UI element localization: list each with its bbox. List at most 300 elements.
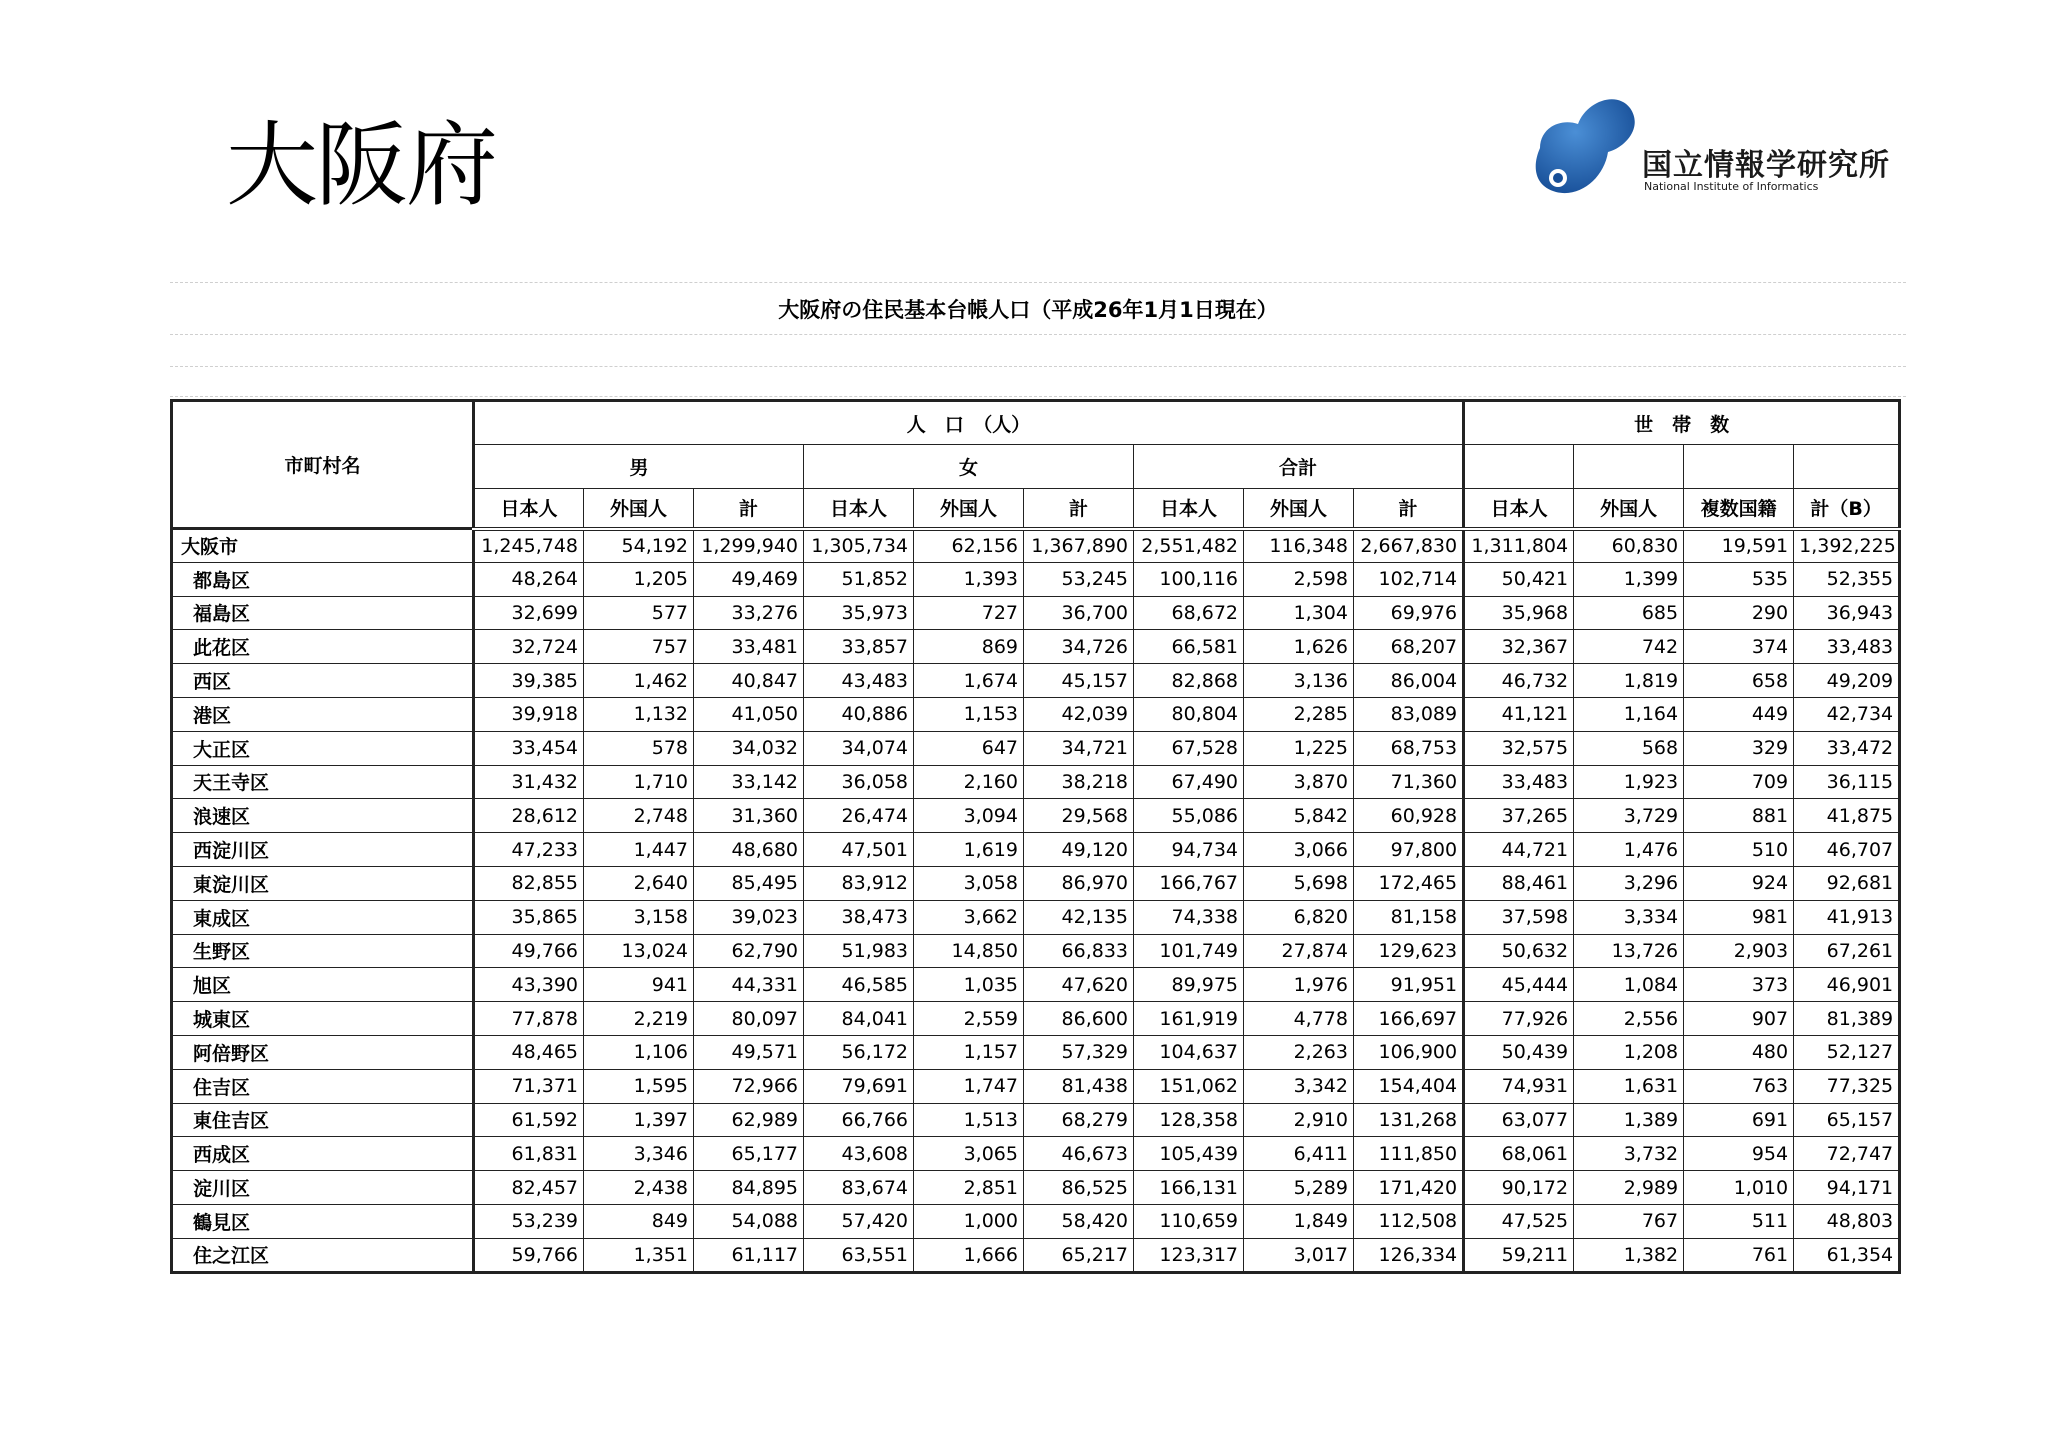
value-cell: 154,404 — [1354, 1069, 1464, 1103]
value-cell: 62,790 — [694, 934, 804, 968]
value-cell: 66,581 — [1134, 630, 1244, 664]
value-cell: 44,331 — [694, 968, 804, 1002]
value-cell: 151,062 — [1134, 1069, 1244, 1103]
table-row — [172, 833, 1900, 867]
value-cell: 14,850 — [914, 934, 1024, 968]
value-cell: 3,066 — [1244, 833, 1354, 867]
value-cell: 5,289 — [1244, 1171, 1354, 1205]
value-cell: 33,142 — [694, 765, 804, 799]
population-table — [170, 399, 1901, 1274]
header-female: 女 — [804, 445, 1134, 489]
value-cell: 3,662 — [914, 900, 1024, 934]
value-cell: 1,849 — [1244, 1204, 1354, 1238]
value-cell: 761 — [1684, 1238, 1794, 1272]
value-cell: 90,172 — [1464, 1171, 1574, 1205]
value-cell: 116,348 — [1244, 529, 1354, 563]
value-cell: 126,334 — [1354, 1238, 1464, 1272]
value-cell: 61,117 — [694, 1238, 804, 1272]
value-cell: 941 — [584, 968, 694, 1002]
table-row — [172, 900, 1900, 934]
value-cell: 1,447 — [584, 833, 694, 867]
value-cell: 3,342 — [1244, 1069, 1354, 1103]
value-cell: 69,976 — [1354, 596, 1464, 630]
value-cell: 34,726 — [1024, 630, 1134, 664]
header-hh-sum-b: 計（B） — [1794, 489, 1900, 529]
value-cell: 166,131 — [1134, 1171, 1244, 1205]
value-cell: 742 — [1574, 630, 1684, 664]
value-cell: 1,010 — [1684, 1171, 1794, 1205]
value-cell: 40,847 — [694, 664, 804, 698]
value-cell: 79,691 — [804, 1069, 914, 1103]
value-cell: 83,674 — [804, 1171, 914, 1205]
value-cell: 171,420 — [1354, 1171, 1464, 1205]
value-cell: 28,612 — [474, 799, 584, 833]
header-female-foreign: 外国人 — [914, 489, 1024, 529]
value-cell: 881 — [1684, 799, 1794, 833]
header-households: 世 帯 数 — [1464, 401, 1900, 445]
value-cell: 49,571 — [694, 1035, 804, 1069]
table-row — [172, 596, 1900, 630]
value-cell: 38,473 — [804, 900, 914, 934]
value-cell: 3,346 — [584, 1137, 694, 1171]
value-cell: 1,476 — [1574, 833, 1684, 867]
value-cell: 47,233 — [474, 833, 584, 867]
value-cell: 33,481 — [694, 630, 804, 664]
value-cell: 32,367 — [1464, 630, 1574, 664]
value-cell: 41,121 — [1464, 697, 1574, 731]
value-cell: 48,264 — [474, 562, 584, 596]
header-total-foreign: 外国人 — [1244, 489, 1354, 529]
table-row — [172, 765, 1900, 799]
header-hh-multi: 複数国籍 — [1684, 489, 1794, 529]
value-cell: 3,732 — [1574, 1137, 1684, 1171]
value-cell: 71,360 — [1354, 765, 1464, 799]
value-cell: 97,800 — [1354, 833, 1464, 867]
value-cell: 59,766 — [474, 1238, 584, 1272]
municipality-name: 東住吉区 — [172, 1103, 474, 1137]
value-cell: 45,444 — [1464, 968, 1574, 1002]
value-cell: 81,438 — [1024, 1069, 1134, 1103]
value-cell: 2,598 — [1244, 562, 1354, 596]
value-cell: 3,136 — [1244, 664, 1354, 698]
nii-logo — [1520, 88, 1900, 208]
value-cell: 33,483 — [1794, 630, 1900, 664]
value-cell: 37,598 — [1464, 900, 1574, 934]
value-cell: 36,700 — [1024, 596, 1134, 630]
value-cell: 40,886 — [804, 697, 914, 731]
value-cell: 36,115 — [1794, 765, 1900, 799]
value-cell: 1,153 — [914, 697, 1024, 731]
header-total: 合計 — [1134, 445, 1464, 489]
value-cell: 44,721 — [1464, 833, 1574, 867]
value-cell: 480 — [1684, 1035, 1794, 1069]
value-cell: 449 — [1684, 697, 1794, 731]
table-row — [172, 664, 1900, 698]
value-cell: 2,989 — [1574, 1171, 1684, 1205]
value-cell: 82,855 — [474, 866, 584, 900]
value-cell: 535 — [1684, 562, 1794, 596]
value-cell: 77,325 — [1794, 1069, 1900, 1103]
header-hh-japanese: 日本人 — [1464, 489, 1574, 529]
table-row — [172, 1171, 1900, 1205]
value-cell: 58,420 — [1024, 1204, 1134, 1238]
header-male-japanese: 日本人 — [474, 489, 584, 529]
value-cell: 46,901 — [1794, 968, 1900, 1002]
municipality-name: 此花区 — [172, 630, 474, 664]
header-hh-foreign: 外国人 — [1574, 489, 1684, 529]
value-cell: 32,699 — [474, 596, 584, 630]
municipality-name: 住吉区 — [172, 1069, 474, 1103]
value-cell: 3,017 — [1244, 1238, 1354, 1272]
value-cell: 101,749 — [1134, 934, 1244, 968]
municipality-name: 大阪市 — [172, 529, 474, 563]
value-cell: 72,966 — [694, 1069, 804, 1103]
municipality-name: 西成区 — [172, 1137, 474, 1171]
value-cell: 72,747 — [1794, 1137, 1900, 1171]
value-cell: 33,472 — [1794, 731, 1900, 765]
value-cell: 68,672 — [1134, 596, 1244, 630]
value-cell: 42,039 — [1024, 697, 1134, 731]
value-cell: 128,358 — [1134, 1103, 1244, 1137]
municipality-name: 福島区 — [172, 596, 474, 630]
value-cell: 48,680 — [694, 833, 804, 867]
value-cell: 49,120 — [1024, 833, 1134, 867]
value-cell: 80,097 — [694, 1002, 804, 1036]
header-total-sum: 計 — [1354, 489, 1464, 529]
municipality-name: 城東区 — [172, 1002, 474, 1036]
value-cell: 1,619 — [914, 833, 1024, 867]
sheet-title: 大阪府の住民基本台帳人口（平成26年1月1日現在） — [778, 298, 1278, 322]
value-cell: 81,158 — [1354, 900, 1464, 934]
header-total-japanese: 日本人 — [1134, 489, 1244, 529]
value-cell: 74,931 — [1464, 1069, 1574, 1103]
value-cell: 83,089 — [1354, 697, 1464, 731]
value-cell: 63,551 — [804, 1238, 914, 1272]
value-cell: 1,747 — [914, 1069, 1024, 1103]
value-cell: 1,389 — [1574, 1103, 1684, 1137]
table-row — [172, 968, 1900, 1002]
value-cell: 39,023 — [694, 900, 804, 934]
value-cell: 27,874 — [1244, 934, 1354, 968]
value-cell: 51,983 — [804, 934, 914, 968]
value-cell: 1,164 — [1574, 697, 1684, 731]
value-cell: 77,878 — [474, 1002, 584, 1036]
value-cell: 709 — [1684, 765, 1794, 799]
value-cell: 50,439 — [1464, 1035, 1574, 1069]
value-cell: 41,875 — [1794, 799, 1900, 833]
value-cell: 647 — [914, 731, 1024, 765]
value-cell: 41,913 — [1794, 900, 1900, 934]
value-cell: 1,084 — [1574, 968, 1684, 1002]
value-cell: 43,390 — [474, 968, 584, 1002]
value-cell: 26,474 — [804, 799, 914, 833]
value-cell: 46,673 — [1024, 1137, 1134, 1171]
table-row — [172, 731, 1900, 765]
value-cell: 60,830 — [1574, 529, 1684, 563]
value-cell: 61,592 — [474, 1103, 584, 1137]
value-cell: 2,438 — [584, 1171, 694, 1205]
value-cell: 123,317 — [1134, 1238, 1244, 1272]
header-male-foreign: 外国人 — [584, 489, 694, 529]
municipality-name: 西区 — [172, 664, 474, 698]
value-cell: 83,912 — [804, 866, 914, 900]
header-male-sum: 計 — [694, 489, 804, 529]
value-cell: 757 — [584, 630, 694, 664]
municipality-name: 港区 — [172, 697, 474, 731]
table-row — [172, 529, 1900, 563]
value-cell: 290 — [1684, 596, 1794, 630]
value-cell: 3,729 — [1574, 799, 1684, 833]
value-cell: 3,158 — [584, 900, 694, 934]
value-cell: 1,367,890 — [1024, 529, 1134, 563]
value-cell: 3,094 — [914, 799, 1024, 833]
value-cell: 1,462 — [584, 664, 694, 698]
table-row — [172, 1204, 1900, 1238]
value-cell: 39,918 — [474, 697, 584, 731]
value-cell: 1,976 — [1244, 968, 1354, 1002]
value-cell: 2,667,830 — [1354, 529, 1464, 563]
municipality-name: 生野区 — [172, 934, 474, 968]
value-cell: 568 — [1574, 731, 1684, 765]
value-cell: 43,483 — [804, 664, 914, 698]
value-cell: 1,397 — [584, 1103, 694, 1137]
value-cell: 38,218 — [1024, 765, 1134, 799]
value-cell: 4,778 — [1244, 1002, 1354, 1036]
value-cell: 81,389 — [1794, 1002, 1900, 1036]
value-cell: 46,707 — [1794, 833, 1900, 867]
value-cell: 62,989 — [694, 1103, 804, 1137]
value-cell: 63,077 — [1464, 1103, 1574, 1137]
table-row — [172, 630, 1900, 664]
header-male: 男 — [474, 445, 804, 489]
value-cell: 34,721 — [1024, 731, 1134, 765]
header-hh-blank-1 — [1464, 445, 1574, 489]
value-cell: 51,852 — [804, 562, 914, 596]
header-hh-blank-3 — [1684, 445, 1794, 489]
value-cell: 2,219 — [584, 1002, 694, 1036]
municipality-name: 大正区 — [172, 731, 474, 765]
value-cell: 2,285 — [1244, 697, 1354, 731]
value-cell: 49,209 — [1794, 664, 1900, 698]
value-cell: 100,116 — [1134, 562, 1244, 596]
value-cell: 1,000 — [914, 1204, 1024, 1238]
value-cell: 47,525 — [1464, 1204, 1574, 1238]
value-cell: 48,465 — [474, 1035, 584, 1069]
value-cell: 2,556 — [1574, 1002, 1684, 1036]
value-cell: 2,851 — [914, 1171, 1024, 1205]
value-cell: 32,575 — [1464, 731, 1574, 765]
value-cell: 1,631 — [1574, 1069, 1684, 1103]
value-cell: 578 — [584, 731, 694, 765]
value-cell: 59,211 — [1464, 1238, 1574, 1272]
value-cell: 84,895 — [694, 1171, 804, 1205]
value-cell: 47,620 — [1024, 968, 1134, 1002]
value-cell: 55,086 — [1134, 799, 1244, 833]
value-cell: 1,595 — [584, 1069, 694, 1103]
value-cell: 129,623 — [1354, 934, 1464, 968]
value-cell: 66,766 — [804, 1103, 914, 1137]
value-cell: 68,207 — [1354, 630, 1464, 664]
value-cell: 35,968 — [1464, 596, 1574, 630]
value-cell: 49,469 — [694, 562, 804, 596]
value-cell: 65,217 — [1024, 1238, 1134, 1272]
value-cell: 577 — [584, 596, 694, 630]
value-cell: 869 — [914, 630, 1024, 664]
value-cell: 2,748 — [584, 799, 694, 833]
municipality-name: 浪速区 — [172, 799, 474, 833]
value-cell: 3,065 — [914, 1137, 1024, 1171]
municipality-name: 西淀川区 — [172, 833, 474, 867]
value-cell: 91,951 — [1354, 968, 1464, 1002]
table-row — [172, 562, 1900, 596]
value-cell: 511 — [1684, 1204, 1794, 1238]
value-cell: 1,392,225 — [1794, 529, 1900, 563]
value-cell: 2,263 — [1244, 1035, 1354, 1069]
table-row — [172, 1137, 1900, 1171]
value-cell: 86,600 — [1024, 1002, 1134, 1036]
value-cell: 41,050 — [694, 697, 804, 731]
municipality-name: 天王寺区 — [172, 765, 474, 799]
value-cell: 102,714 — [1354, 562, 1464, 596]
value-cell: 1,513 — [914, 1103, 1024, 1137]
value-cell: 1,208 — [1574, 1035, 1684, 1069]
value-cell: 1,132 — [584, 697, 694, 731]
value-cell: 89,975 — [1134, 968, 1244, 1002]
value-cell: 35,973 — [804, 596, 914, 630]
value-cell: 907 — [1684, 1002, 1794, 1036]
value-cell: 46,732 — [1464, 664, 1574, 698]
value-cell: 924 — [1684, 866, 1794, 900]
value-cell: 1,157 — [914, 1035, 1024, 1069]
value-cell: 61,354 — [1794, 1238, 1900, 1272]
value-cell: 1,399 — [1574, 562, 1684, 596]
value-cell: 6,820 — [1244, 900, 1354, 934]
value-cell: 62,156 — [914, 529, 1024, 563]
value-cell: 374 — [1684, 630, 1794, 664]
header-female-sum: 計 — [1024, 489, 1134, 529]
value-cell: 47,501 — [804, 833, 914, 867]
municipality-name: 旭区 — [172, 968, 474, 1002]
value-cell: 42,734 — [1794, 697, 1900, 731]
header-hh-blank-4 — [1794, 445, 1900, 489]
value-cell: 32,724 — [474, 630, 584, 664]
value-cell: 111,850 — [1354, 1137, 1464, 1171]
value-cell: 36,058 — [804, 765, 914, 799]
value-cell: 105,439 — [1134, 1137, 1244, 1171]
value-cell: 110,659 — [1134, 1204, 1244, 1238]
logo-name-jp: 国立情報学研究所 — [1642, 148, 1890, 183]
municipality-name: 東淀川区 — [172, 866, 474, 900]
value-cell: 2,640 — [584, 866, 694, 900]
municipality-name: 東成区 — [172, 900, 474, 934]
table-row — [172, 1103, 1900, 1137]
value-cell: 52,127 — [1794, 1035, 1900, 1069]
value-cell: 33,857 — [804, 630, 914, 664]
table-row — [172, 1035, 1900, 1069]
header-population: 人 口 （人） — [474, 401, 1464, 445]
value-cell: 1,304 — [1244, 596, 1354, 630]
value-cell: 82,868 — [1134, 664, 1244, 698]
value-cell: 658 — [1684, 664, 1794, 698]
value-cell: 106,900 — [1354, 1035, 1464, 1069]
value-cell: 1,311,804 — [1464, 529, 1574, 563]
value-cell: 34,032 — [694, 731, 804, 765]
value-cell: 92,681 — [1794, 866, 1900, 900]
value-cell: 1,225 — [1244, 731, 1354, 765]
value-cell: 29,568 — [1024, 799, 1134, 833]
value-cell: 510 — [1684, 833, 1794, 867]
value-cell: 52,355 — [1794, 562, 1900, 596]
value-cell: 68,061 — [1464, 1137, 1574, 1171]
value-cell: 1,035 — [914, 968, 1024, 1002]
logo-name-en: National Institute of Informatics — [1644, 180, 1819, 193]
value-cell: 685 — [1574, 596, 1684, 630]
value-cell: 61,831 — [474, 1137, 584, 1171]
value-cell: 84,041 — [804, 1002, 914, 1036]
value-cell: 65,177 — [694, 1137, 804, 1171]
value-cell: 74,338 — [1134, 900, 1244, 934]
value-cell: 36,943 — [1794, 596, 1900, 630]
value-cell: 2,903 — [1684, 934, 1794, 968]
value-cell: 1,205 — [584, 562, 694, 596]
value-cell: 1,351 — [584, 1238, 694, 1272]
table-row — [172, 1002, 1900, 1036]
value-cell: 35,865 — [474, 900, 584, 934]
value-cell: 954 — [1684, 1137, 1794, 1171]
nii-logo-mark-icon — [1520, 88, 1640, 208]
value-cell: 5,842 — [1244, 799, 1354, 833]
value-cell: 172,465 — [1354, 866, 1464, 900]
value-cell: 849 — [584, 1204, 694, 1238]
value-cell: 68,279 — [1024, 1103, 1134, 1137]
value-cell: 13,024 — [584, 934, 694, 968]
value-cell: 57,420 — [804, 1204, 914, 1238]
value-cell: 1,106 — [584, 1035, 694, 1069]
value-cell: 77,926 — [1464, 1002, 1574, 1036]
value-cell: 131,268 — [1354, 1103, 1464, 1137]
value-cell: 60,928 — [1354, 799, 1464, 833]
header-municipality: 市町村名 — [172, 401, 474, 529]
value-cell: 68,753 — [1354, 731, 1464, 765]
value-cell: 54,088 — [694, 1204, 804, 1238]
value-cell: 1,626 — [1244, 630, 1354, 664]
value-cell: 3,058 — [914, 866, 1024, 900]
value-cell: 85,495 — [694, 866, 804, 900]
value-cell: 1,382 — [1574, 1238, 1684, 1272]
value-cell: 86,004 — [1354, 664, 1464, 698]
value-cell: 48,803 — [1794, 1204, 1900, 1238]
value-cell: 42,135 — [1024, 900, 1134, 934]
value-cell: 1,305,734 — [804, 529, 914, 563]
value-cell: 2,559 — [914, 1002, 1024, 1036]
value-cell: 2,160 — [914, 765, 1024, 799]
municipality-name: 淀川区 — [172, 1171, 474, 1205]
value-cell: 767 — [1574, 1204, 1684, 1238]
value-cell: 49,766 — [474, 934, 584, 968]
value-cell: 166,697 — [1354, 1002, 1464, 1036]
municipality-name: 鶴見区 — [172, 1204, 474, 1238]
value-cell: 329 — [1684, 731, 1794, 765]
value-cell: 50,421 — [1464, 562, 1574, 596]
spreadsheet — [150, 282, 1906, 1302]
value-cell: 691 — [1684, 1103, 1794, 1137]
value-cell: 94,171 — [1794, 1171, 1900, 1205]
value-cell: 19,591 — [1684, 529, 1794, 563]
value-cell: 86,970 — [1024, 866, 1134, 900]
table-row — [172, 1238, 1900, 1272]
value-cell: 1,923 — [1574, 765, 1684, 799]
value-cell: 1,393 — [914, 562, 1024, 596]
